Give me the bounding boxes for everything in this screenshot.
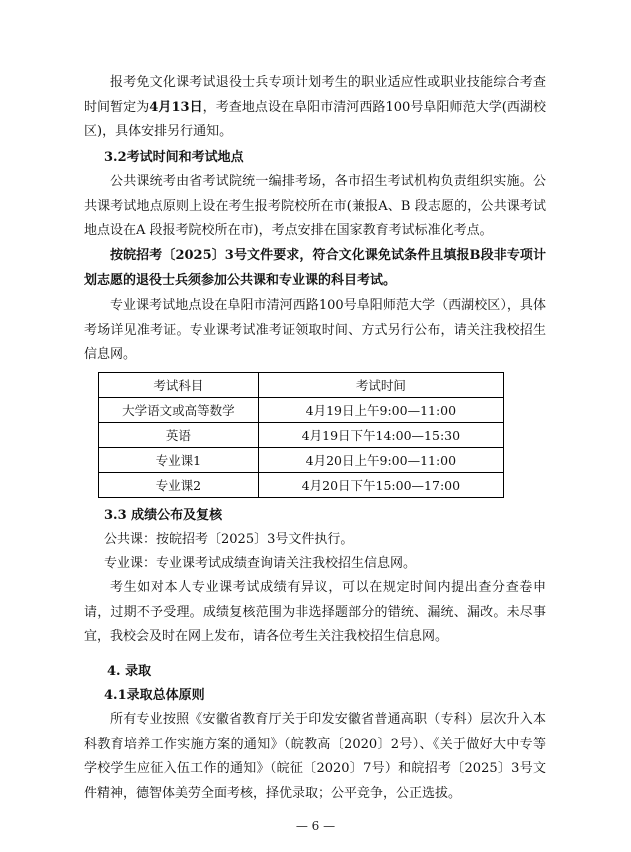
paragraph-skill-assessment (84, 71, 546, 145)
cell-subject: 英语 (99, 423, 259, 448)
table-row (99, 448, 504, 473)
cell-subject: 专业课2 (99, 473, 259, 498)
header-subject: 考试科目 (99, 373, 259, 398)
cell-time: 4月20日上午9:00—11:00 (258, 448, 503, 473)
line-public-score: 公共课：按皖招考〔2025〕3号文件执行。 (104, 532, 354, 547)
cell-subject: 专业课1 (99, 448, 259, 473)
page-number: — 6 — (295, 819, 336, 833)
cell-time: 4月20日下午15:00—17:00 (258, 473, 503, 498)
heading-4: 4. 录取 (107, 664, 152, 679)
heading-3-3: 3.3 成绩公布及复核 (104, 508, 223, 523)
table-row (99, 398, 504, 423)
table-header-row (99, 373, 504, 398)
assessment-date: 4月13日 (149, 99, 203, 115)
assessment-text-after: ，考查地点设在阜阳市清河西路100号阜阳师范大学(西湖校区)，具体安排另行通知。 (84, 99, 546, 139)
cell-time: 4月19日下午14:00—15:30 (258, 423, 503, 448)
table-row (99, 423, 504, 448)
paragraph-score-review: 考生如对本人专业课考试成绩有异议，可以在规定时间内提出查分查卷申请，过期不予受理。成绩复核范围为非选择题部分的错统、漏统、漏改。未尽事宜，我校会及时在网上发布，请各位考生关注我校招生信息网。 (84, 580, 546, 644)
assessment-text-before: 报考免文化课考试退役士兵专项计划考生的职业适应性或职业技能综合考查时间暂定为 (84, 75, 546, 115)
table-row (99, 473, 504, 498)
cell-subject: 大学语文或高等数学 (99, 398, 259, 423)
heading-3-2: 3.2考试时间和考试地点 (104, 150, 244, 165)
paragraph-major-exam-location: 专业课考试地点设在阜阳市清河西路100号阜阳师范大学（西湖校区），具体考场详见准考证。专业课考试准考证领取时间、方式另行公布，请关注我校招生信息网。 (84, 298, 546, 362)
cell-time: 4月19日上午9:00—11:00 (258, 398, 503, 423)
paragraph-public-exam: 公共课统考由省考试院统一编排考场，各市招生考试机构负责组织实施。公共课考试地点原则上设在考生报考院校所在市(兼报A、B 段志愿的，公共课考试地点设在A 段报考院校所在市)，考点安排在国家教育考试标准化考点。 (84, 174, 546, 238)
header-time: 考试时间 (258, 373, 503, 398)
exam-schedule-table (98, 372, 504, 498)
paragraph-admission-principle: 所有专业按照《安徽省教育厅关于印发安徽省普通高职（专科）层次升入本科教育培养工作实施方案的通知》（皖教高〔2020〕2号）、《关于做好大中专等学校学生应征入伍工作的通知》（皖征〔2020〕7号）和皖招考〔2025〕3号文件精神，德智体美劳全面考核，择优录取；公平竞争，公正选拔。 (84, 712, 546, 801)
paragraph-veteran-requirement: 按皖招考〔2025〕3号文件要求，符合文化课免试条件且填报B段非专项计划志愿的退役士兵须参加公共课和专业课的科目考试。 (84, 248, 546, 288)
heading-4-1: 4.1录取总体原则 (104, 688, 205, 703)
line-major-score: 专业课：专业课考试成绩查询请关注我校招生信息网。 (104, 556, 417, 571)
